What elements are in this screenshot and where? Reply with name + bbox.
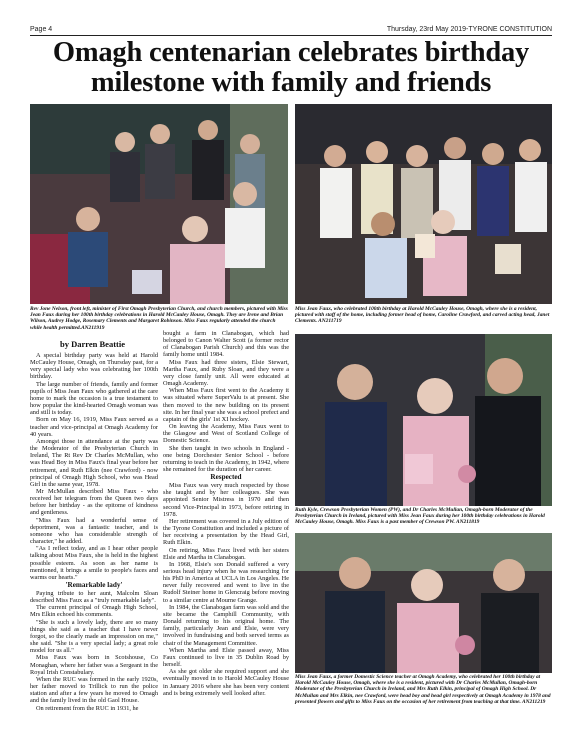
photo-church-group [30, 104, 288, 304]
photo-church-group-image [30, 104, 288, 304]
article-column-1 [30, 352, 158, 712]
paragraph: "She is such a lovely lady, there are so many things she said as a teacher that I have never forgot, so the clearly made an impression on me," she said. "She is a very special lady; a great role model for us all." [30, 618, 158, 655]
paragraph: On retiring, Miss Faux lived with her sisters Elsie and Martha in Clanabogan. [163, 546, 289, 561]
paragraph: Her retirement was covered in a July edition of the Tyrone Constitution and included a picture of her receiving a presentation by the Head Girl, Ruth Elkin. [163, 517, 289, 547]
paragraph: Miss Faux was very much respected by those she taught and by her colleagues. She was appointed Senior Mistress in 1970 and then second Vice-Principal in 1973, before retiring in 1978. [163, 482, 289, 518]
paragraph: Born on May 16, 1919, Miss Faux served as a teacher and vice-principal at Omagh Academy for 40 years. [30, 416, 158, 438]
caption-staff-group: Miss Jean Faux, who celebrated 100th birthday at Harold McCauley House, Omagh, where she is a resident, pictured with staff of the home, including former head of home, Caroline Crawford, and carved acting head, Janet Clements. AN211719 [295, 306, 550, 325]
caption-moderator-principal: Miss Jean Faux, a former Domestic Science teacher at Omagh Academy, who celebrated her 100th birthday at Harold McCauley House, Omagh, where she is a resident, pictured with Dr Charles McMullan, Omagh-born Moderator of the Presbyterian Church in Ireland, and Mrs Ruth Elkin, principal of Omagh High School. Dr McMullan and Mrs Elkin, nee Crawford, were head boy and head girl respectively at Omagh Academy in 1978 and presented flowers and gifts to Miss Faux on the occasion of her retirement from teaching at that time. AN211219 [295, 674, 551, 705]
paragraph: bought a farm in Clanabogan, which had belonged to Canon Walter Scott (a former rector of Clanabogan Parish Church) and this was the family home until 1984. [163, 330, 289, 359]
paragraph: In 1984, the Clanabogan farm was sold and the site became the Camphill Community, with Donald returning to his original home. The family, particularly Jean and Elsie, were very involved in fundraising and both served terms as chair of the Management Committee. [163, 603, 289, 647]
subheading-remarkable-lady: 'Remarkable lady' [65, 581, 123, 589]
header-rule [30, 35, 552, 36]
photo-moderator-pw [295, 334, 552, 506]
article-column-2 [163, 330, 289, 697]
paragraph: As she got older she required support and she eventually moved in to Harold McCauley House in January 2016 where she has been very content and is being extremely well looked after. [163, 668, 289, 697]
paragraph: When Miss Faux first went to the Academy it was situated where SuperValu is at present. She then moved to the new building on its present site. In her final year she was a school prefect and captain of the girls' 1st XI hockey. [163, 387, 289, 423]
paragraph: "Miss Faux had a wonderful sense of deportment, was a fantastic teacher, and is someone who has considerable strength of character," he added. [30, 516, 158, 546]
page-number: Page 4 [30, 26, 53, 33]
photo-staff-group [295, 104, 552, 304]
paragraph: Miss Faux was born in Scotshouse, Co Monaghan, where her father was a Sergeant in the Royal Irish Constabulary. [30, 654, 158, 676]
headline-line-2: milestone with family and friends [90, 67, 492, 98]
paragraph: On retirement from the RUC in 1931, he [36, 704, 139, 712]
issue-date: Thursday, 23rd May 2019-TYRONE CONSTITUTION [386, 26, 552, 33]
paragraph: A special birthday party was held at Harold McCauley House, Omagh, on Thursday past, for a very special lady who was celebrating her 100th birthday. [30, 352, 158, 381]
paragraph: In 1968, Elsie's son Donald suffered a very serious head injury when he was researching for his PhD in America at UCLA in Los Angeles. He never fully recovered and went to live in the Rudolf Steiner home in Glencraig before moving to a similar centre at Mourne Grange. [163, 560, 289, 604]
caption-moderator-pw: Ruth Kyle, Crewson Presbyterian Women (PW), and Dr Charles McMullan, Omagh-born Moderator of the Presbyterian Church in Ireland, pictured with Miss Jean Faux during her 100th birthday celebrations in Harold McCauley House, Omagh. Miss Faux is a past member of Crewson PW. AN211819 [295, 507, 545, 526]
headline [30, 38, 552, 98]
paragraph: When Martha and Elsie passed away, Miss Faux continued to live in 35 Dublin Road by herself. [163, 646, 289, 669]
paragraph: "As I reflect today, and as I hear other people talking about Miss Faux, she is held in the highest possible esteem. As soon as her name is mentioned, it brings a smile to people's faces and warms our hearts." [30, 545, 158, 581]
paragraph: Amongst those in attendance at the party was the Moderator of the Presbyterian Church in Ireland, The Rt Rev Dr Charles McMullan, who was Head Boy in Miss Faux's final year before her retirement, and Ruth Elkin (nee Crawford) - now principal of Omagh High School, who was Head Girl in the same year, 1978. [30, 437, 158, 488]
paragraph: The large number of friends, family and former pupils of Miss Jean Faux who gathered at the care home to mark the occasion is a true testament to how popular the kind-hearted Omagh woman was and still is today. [30, 380, 158, 417]
paragraph: The current principal of Omagh High School, Mrs Elkin echoed his comments. [30, 604, 158, 619]
photo-moderator-principal-image [295, 533, 552, 673]
byline: by Darren Beattie [60, 339, 125, 349]
paragraph: On leaving the Academy, Miss Faux went to the Glasgow and West of Scotland College of Domestic Science. [163, 423, 289, 445]
headline-line-1: Omagh centenarian celebrates birthday [52, 37, 530, 68]
paragraph: Paying tribute to her aunt, Malcolm Sloan described Miss Faux as a "truly remarkable lady". [30, 590, 158, 605]
photo-moderator-pw-image [295, 334, 552, 506]
paragraph: Miss Faux had three sisters, Elsie Stewart, Martha Faux, and Ruby Sloan, and they were a very close family unit. All were educated at Omagh Academy. [163, 358, 289, 388]
paragraph: When the RUC was formed in the early 1920s, her father moved to Trillick to run the police station and after a few years he moved to Omagh and the family lived in the old Gaol House. [30, 675, 158, 705]
paragraph: Mr McMullan described Miss Faux - who received her telegram from the Queen two days before her birthday - as the epitome of kindness and gentleness. [30, 487, 158, 517]
subheading-respected: Respected [210, 473, 242, 482]
caption-church-group: Rev Jone Nelson, front left, minister of First Omagh Presbyterian Church, and church members, pictured with Miss Jean Faux during her 100th birthday celebrations in Harold McCauley House, Omagh. They are Irene and Brian Wilson, Audrey Hodge, Rosemary Clements and Margaret Robinson. Miss Faux regularly attended the church while health permitted.AN211919 [30, 306, 288, 331]
photo-staff-group-image [295, 104, 552, 304]
photo-moderator-principal [295, 533, 552, 673]
paragraph: She then taught in two schools in England - one being Dorchester Senior School - before returning to teach in the Academy, in 1942, where she remained for the duration of her career. [163, 444, 289, 473]
